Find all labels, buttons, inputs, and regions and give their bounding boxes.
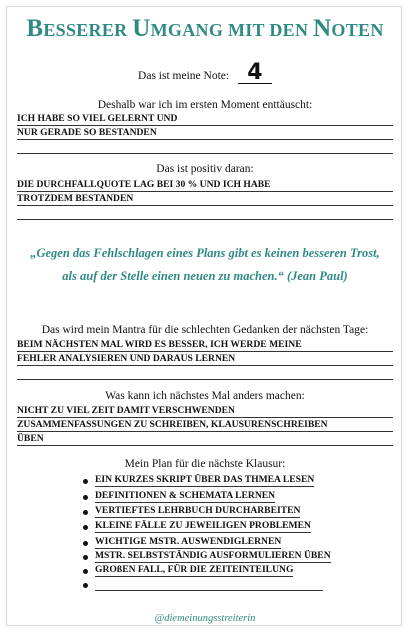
title-initial: B: [26, 15, 44, 42]
title-initial: N: [313, 15, 332, 42]
answer-line[interactable]: DIE DURCHFALLQUOTE LAG BEI 30 % UND ICH HABE: [17, 178, 393, 192]
improve-question: Was kann ich nächstes Mal anders machen:: [105, 390, 305, 402]
plan-item-text[interactable]: GROßEN FALL, FÜR DIE ZEITEINTEILUNG: [95, 564, 294, 575]
quote-line: „Gegen das Fehlschlagen eines Plans gibt es keinen besseren Trost,: [30, 246, 380, 260]
bullet-icon: [83, 495, 88, 500]
plan-item-text[interactable]: DEFINITIONEN & SCHEMATA LERNEN: [95, 490, 276, 501]
bullet-icon: [83, 510, 88, 515]
disappointed-question: Deshalb war ich im ersten Moment enttäuscht:: [97, 99, 313, 111]
plan-item-text[interactable]: VERTIEFTES LEHRBUCH DURCHARBEITEN: [95, 505, 301, 516]
worksheet: [6, 6, 402, 626]
answer-line[interactable]: NICHT ZU VIEL ZEIT DAMIT VERSCHWENDEN: [17, 404, 393, 418]
bullet-icon: [83, 479, 88, 484]
bullet-icon: [83, 555, 88, 560]
answer-line[interactable]: [17, 140, 393, 154]
title-initial: U: [132, 15, 151, 42]
plan-item-text[interactable]: WICHTIGE MSTR. AUSWENDIGLERNEN: [95, 536, 282, 547]
bullet-icon: [83, 525, 88, 530]
title-word: OTEN: [331, 20, 384, 40]
title-word: DEN: [269, 20, 309, 40]
page-title: [7, 15, 403, 43]
answer-line[interactable]: NUR GERADE SO BESTANDEN: [17, 126, 393, 140]
plan-item-text[interactable]: [95, 578, 323, 591]
answer-line[interactable]: [17, 366, 393, 380]
quote-line: als auf der Stelle einen neuen zu machen.“ (Jean Paul): [62, 269, 348, 283]
footer-handle: @diemeinungsstreiterin: [154, 613, 256, 624]
title-word: MIT: [227, 20, 265, 40]
title-word: ESSERER: [43, 20, 128, 40]
plan-heading: Mein Plan für die nächste Klausur:: [124, 458, 286, 470]
grade-row: [7, 60, 403, 85]
bullet-icon: [83, 569, 88, 574]
answer-line[interactable]: FEHLER ANALYSIEREN UND DARAUS LERNEN: [17, 352, 393, 366]
title-word: MGANG: [150, 20, 224, 40]
plan-item-text[interactable]: EIN KURZES SKRIPT ÜBER DAS THMEA LESEN: [95, 474, 315, 485]
grade-value[interactable]: 4: [238, 63, 272, 84]
bullet-icon: [83, 583, 88, 588]
answer-line[interactable]: ÜBEN: [17, 432, 393, 446]
answer-line[interactable]: ZUSAMMENFASSUNGEN ZU SCHREIBEN, KLAUSURENSCHREIBEN: [17, 418, 393, 432]
answer-line[interactable]: ICH HABE SO VIEL GELERNT UND: [17, 112, 393, 126]
plan-item-text[interactable]: MSTR. SELBSTSTÄNDIG AUSFORMULIEREN ÜBEN: [95, 550, 331, 561]
answer-line[interactable]: TROTZDEM BESTANDEN: [17, 192, 393, 206]
positive-question: Das ist positiv daran:: [156, 163, 254, 175]
grade-label: Das ist meine Note:: [138, 70, 230, 82]
quote: [7, 242, 403, 288]
answer-line[interactable]: [17, 206, 393, 220]
answer-line[interactable]: BEIM NÄCHSTEN MAL WIRD ES BESSER, ICH WERDE MEINE: [17, 338, 393, 352]
mantra-question: Das wird mein Mantra für die schlechten Gedanken der nächsten Tage:: [41, 324, 369, 336]
plan-item-text[interactable]: KLEINE FÄLLE ZU JEWEILIGEN PROBLEMEN: [95, 520, 311, 531]
bullet-icon: [83, 541, 88, 546]
